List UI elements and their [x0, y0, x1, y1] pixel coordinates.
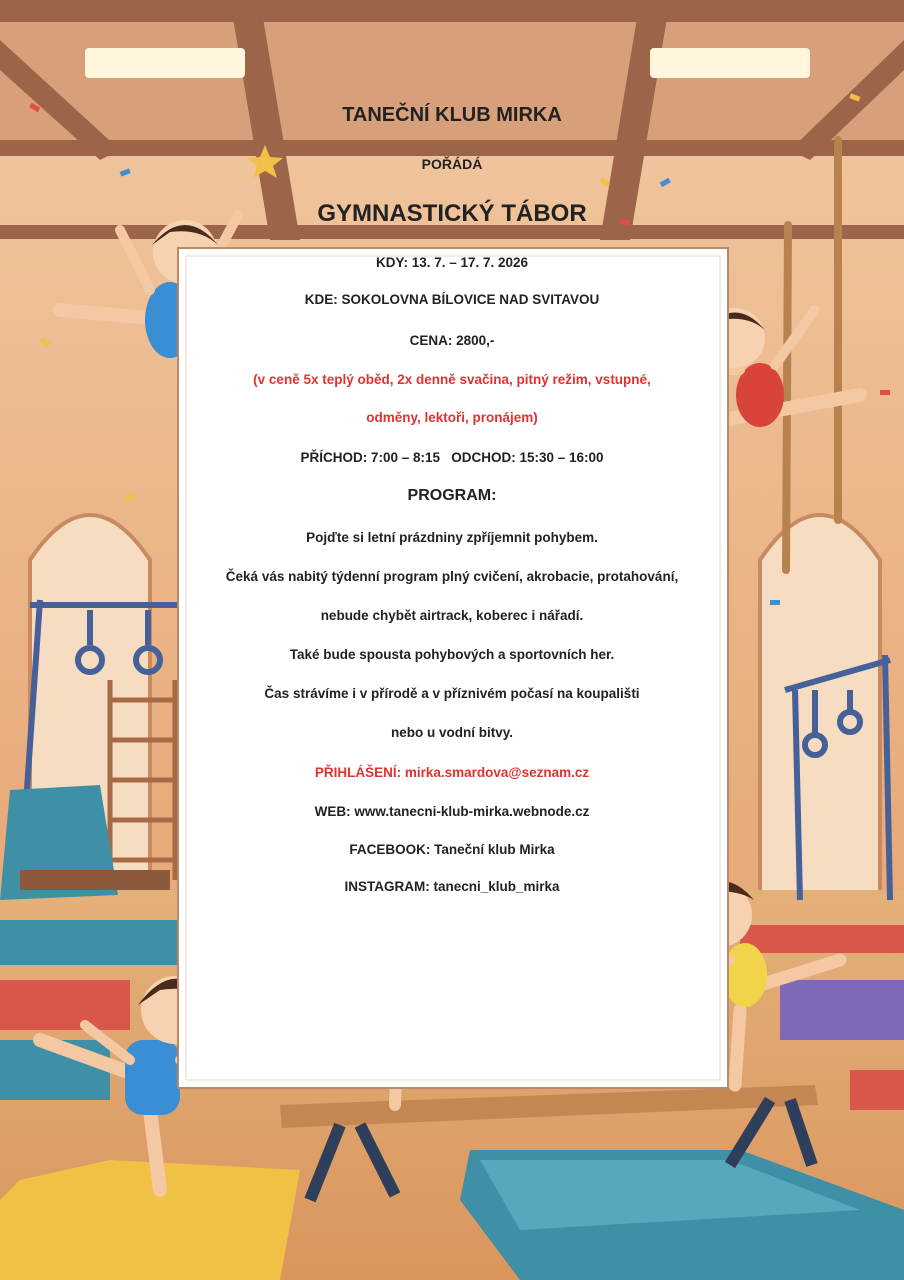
- website-link[interactable]: WEB: www.tanecni-klub-mirka.webnode.cz: [314, 804, 590, 819]
- program-line: nebo u vodní bitvy.: [390, 725, 513, 740]
- club-name: TANEČNÍ KLUB MIRKA: [342, 104, 562, 126]
- price-note-line-2: odměny, lektoři, pronájem): [366, 410, 538, 425]
- arrival-departure-line: PŘÍCHOD: 7:00 – 8:15 ODCHOD: 15:30 – 16:00: [300, 450, 604, 465]
- event-title: GYMNASTICKÝ TÁBOR: [317, 200, 587, 227]
- instagram-link[interactable]: INSTAGRAM: tanecni_klub_mirka: [344, 879, 560, 894]
- program-line: Také bude spousta pohybových a sportovních her.: [289, 647, 615, 662]
- program-line: Pojďte si letní prázdniny zpříjemnit pohybem.: [306, 530, 598, 545]
- where-line: KDE: SOKOLOVNA BÍLOVICE NAD SVITAVOU: [304, 292, 600, 307]
- price-line: CENA: 2800,-: [409, 333, 495, 348]
- program-line: Čeká vás nabitý týdenní program plný cvičení, akrobacie, protahování,: [225, 569, 679, 584]
- program-heading: PROGRAM:: [407, 487, 497, 504]
- price-note-line-1: (v ceně 5x teplý oběd, 2x denně svačina, pitný režim, vstupné,: [253, 372, 651, 387]
- program-line: Čas strávíme i v přírodě a v příznivém počasí na koupališti: [264, 686, 640, 701]
- when-line: KDY: 13. 7. – 17. 7. 2026: [375, 255, 529, 270]
- presents-label: POŘÁDÁ: [421, 156, 483, 172]
- registration-email[interactable]: PŘIHLÁŠENÍ: mirka.smardova@seznam.cz: [314, 765, 590, 780]
- facebook-link[interactable]: FACEBOOK: Taneční klub Mirka: [349, 842, 555, 857]
- program-line: nebude chybět airtrack, koberec i nářadí.: [320, 608, 584, 623]
